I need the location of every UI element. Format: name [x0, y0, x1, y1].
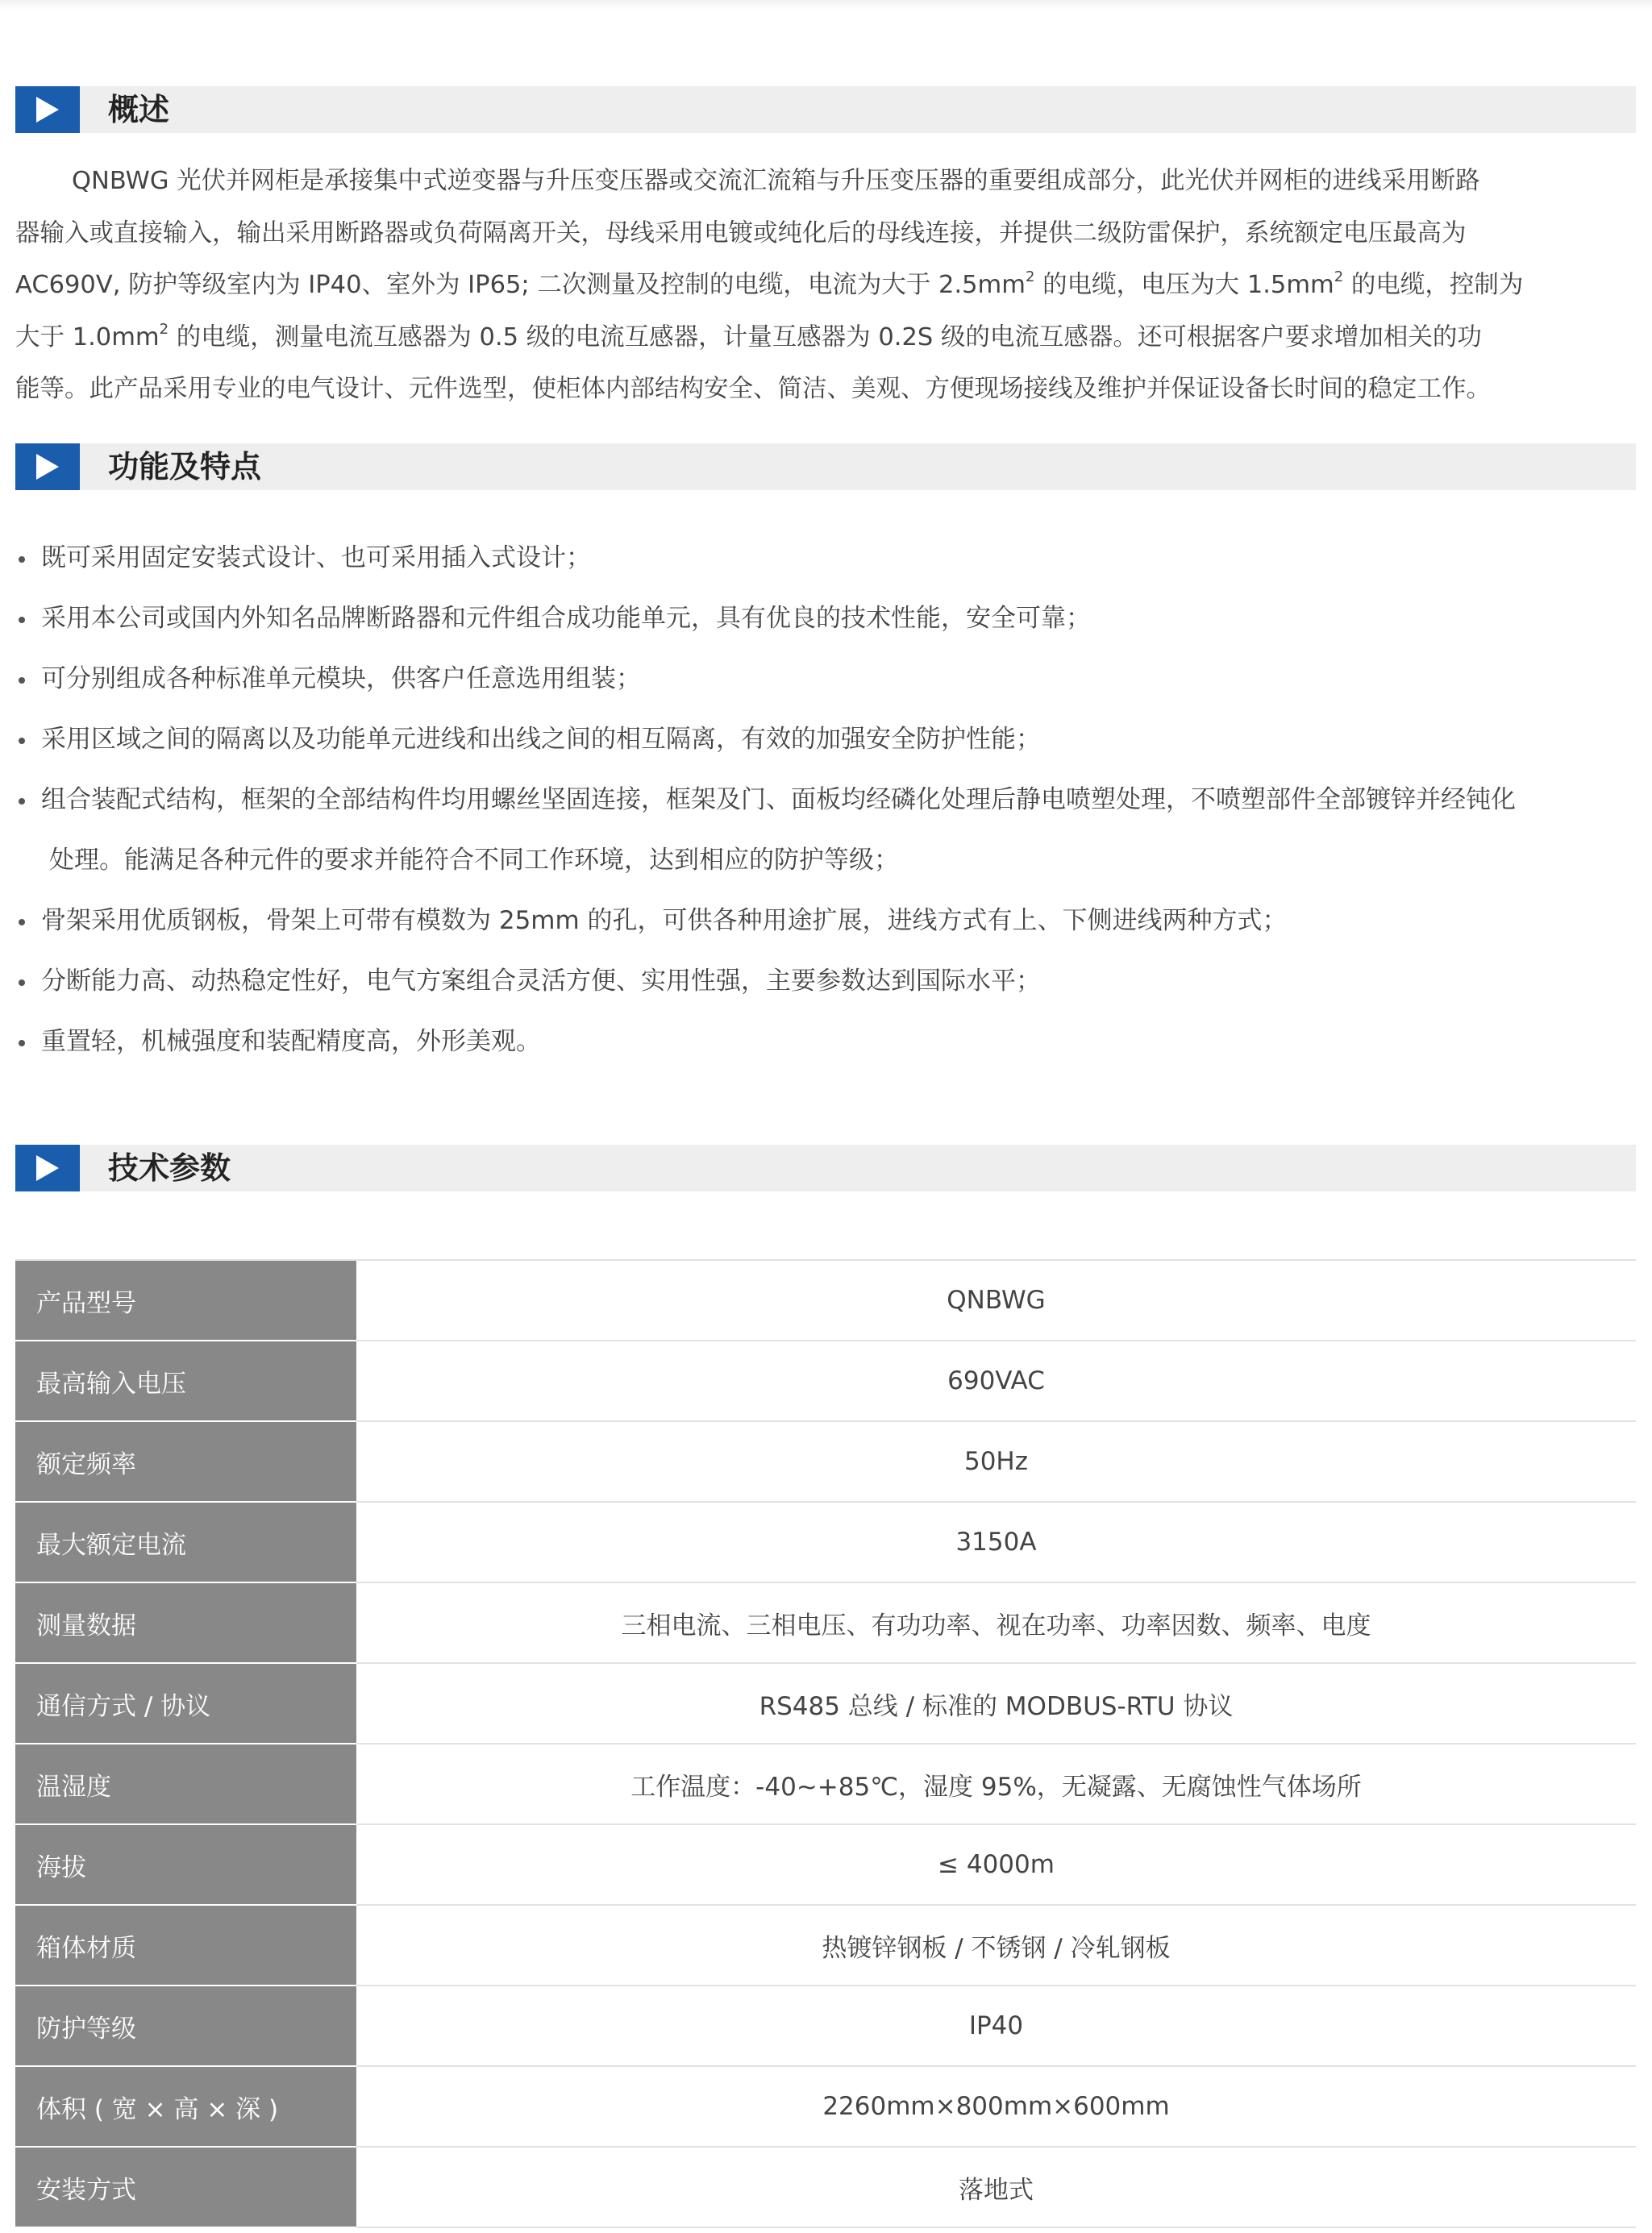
- bullet-icon: [19, 798, 25, 805]
- spec-label: 最高输入电压: [15, 1341, 356, 1421]
- spec-label: 通信方式 / 协议: [15, 1663, 356, 1744]
- spec-value: 3150A: [356, 1502, 1636, 1582]
- overview-line: QNBWG 光伏并网柜是承接集中式逆变器与升压变压器或交流汇流箱与升压变压器的重要组成部分，此光伏并网柜的进线采用断路: [72, 167, 1480, 195]
- overview-line: AC690V, 防护等级室内为 IP40、室外为 IP65; 二次测量及控制的电缆，电流为大于 $2.5mm^2$ 的电缆，电压为大 $1.5mm^2$ 的电缆，控制为: [15, 268, 1524, 299]
- spec-value: 热镀锌钢板 / 不锈钢 / 冷轧钢板: [356, 1905, 1636, 1986]
- section-title: 技术参数: [108, 1150, 231, 1186]
- table-row: [15, 1905, 1636, 1986]
- list-item: 重置轻，机械强度和装配精度高，外形美观。: [15, 1012, 1636, 1072]
- spec-value: 落地式: [356, 2147, 1636, 2227]
- table-row: [15, 1824, 1636, 1905]
- bullet-icon: [19, 617, 25, 623]
- table-row: [15, 1502, 1636, 1582]
- spec-value: RS485 总线 / 标准的 MODBUS-RTU 协议: [356, 1663, 1636, 1744]
- list-item: 采用本公司或国内外知名品牌断路器和元件组合成功能单元，具有优良的技术性能，安全可靠；: [15, 588, 1636, 649]
- top-shadow: [0, 0, 1652, 10]
- bullet-icon: [19, 919, 25, 925]
- section-title: 功能及特点: [108, 449, 262, 484]
- list-item: 可分别组成各种标准单元模块，供客户任意选用组装；: [15, 649, 1636, 709]
- bullet-icon: [19, 677, 25, 684]
- spec-value: 三相电流、三相电压、有功功率、视在功率、功率因数、频率、电度: [356, 1582, 1636, 1663]
- table-row: [15, 1986, 1636, 2066]
- spec-label: 温湿度: [15, 1744, 356, 1824]
- spec-value: IP40: [356, 1986, 1636, 2066]
- table-row: [15, 1663, 1636, 1744]
- section-header-features: [15, 443, 1636, 490]
- overview-line: 器输入或直接输入，输出采用断路器或负荷隔离开关，母线采用电镀或纯化后的母线连接，并提供二级防雷保护，系统额定电压最高为: [15, 218, 1467, 247]
- spec-value: 2260mm×800mm×600mm: [356, 2066, 1636, 2147]
- spec-value: 690VAC: [356, 1341, 1636, 1421]
- bullet-icon: [19, 738, 25, 744]
- spec-label: 体积 ( 宽 × 高 × 深 ): [15, 2066, 356, 2147]
- list-item: 分断能力高、动热稳定性好，电气方案组合灵活方便、实用性强，主要参数达到国际水平；: [15, 951, 1636, 1012]
- spec-value: 50Hz: [356, 1421, 1636, 1502]
- spec-label: 箱体材质: [15, 1905, 356, 1986]
- section-title: 概述: [108, 92, 170, 127]
- spec-label: 海拔: [15, 1824, 356, 1905]
- spec-label: 安装方式: [15, 2147, 356, 2227]
- overview-line: 能等。此产品采用专业的电气设计、元件选型，使柜体内部结构安全、简洁、美观、方便现场接线及维护并保证设备长时间的稳定工作。: [15, 375, 1491, 403]
- spec-value: 工作温度：-40~+85℃，湿度 95%，无凝露、无腐蚀性气体场所: [356, 1744, 1636, 1824]
- play-triangle-icon: [15, 443, 80, 490]
- spec-label: 产品型号: [15, 1260, 356, 1341]
- spec-table: [15, 1259, 1636, 2228]
- bullet-icon: [19, 1040, 25, 1046]
- overview-paragraph: [15, 156, 1636, 416]
- table-row: [15, 1341, 1636, 1421]
- play-triangle-icon: [15, 86, 80, 133]
- table-row: [15, 2147, 1636, 2227]
- section-header-overview: [15, 86, 1636, 133]
- list-item: 骨架采用优质钢板，骨架上可带有模数为 25mm 的孔，可供各种用途扩展，进线方式有上、下侧进线两种方式；: [15, 891, 1636, 951]
- section-header-specs: [15, 1145, 1636, 1191]
- list-item: 组合装配式结构，框架的全部结构件均用螺丝坚固连接，框架及门、面板均经磷化处理后静电喷塑处理，不喷塑部件全部镀锌并经钝化: [15, 770, 1636, 830]
- overview-line: 大于 $1.0mm^2$ 的电缆，测量电流互感器为 0.5 级的电流互感器，计量互感器为 0.2S 级的电流互感器。还可根据客户要求增加相关的功: [15, 320, 1482, 351]
- spec-label: 额定频率: [15, 1421, 356, 1502]
- spec-label: 测量数据: [15, 1582, 356, 1663]
- table-row: [15, 1421, 1636, 1502]
- table-row: [15, 1260, 1636, 1341]
- table-row: [15, 1582, 1636, 1663]
- table-row: [15, 1744, 1636, 1824]
- bullet-icon: [19, 979, 25, 986]
- table-row: [15, 2066, 1636, 2147]
- list-item: 采用区域之间的隔离以及功能单元进线和出线之间的相互隔离，有效的加强安全防护性能；: [15, 709, 1636, 770]
- bullet-icon: [19, 556, 25, 563]
- spec-value: QNBWG: [356, 1260, 1636, 1341]
- spec-label: 最大额定电流: [15, 1502, 356, 1582]
- feature-list: [15, 528, 1636, 1072]
- spec-label: 防护等级: [15, 1986, 356, 2066]
- play-triangle-icon: [15, 1145, 80, 1191]
- list-item: 既可采用固定安装式设计、也可采用插入式设计；: [15, 528, 1636, 588]
- spec-value: ≤ 4000m: [356, 1824, 1636, 1905]
- list-item-continuation: 处理。能满足各种元件的要求并能符合不同工作环境，达到相应的防护等级；: [49, 846, 899, 875]
